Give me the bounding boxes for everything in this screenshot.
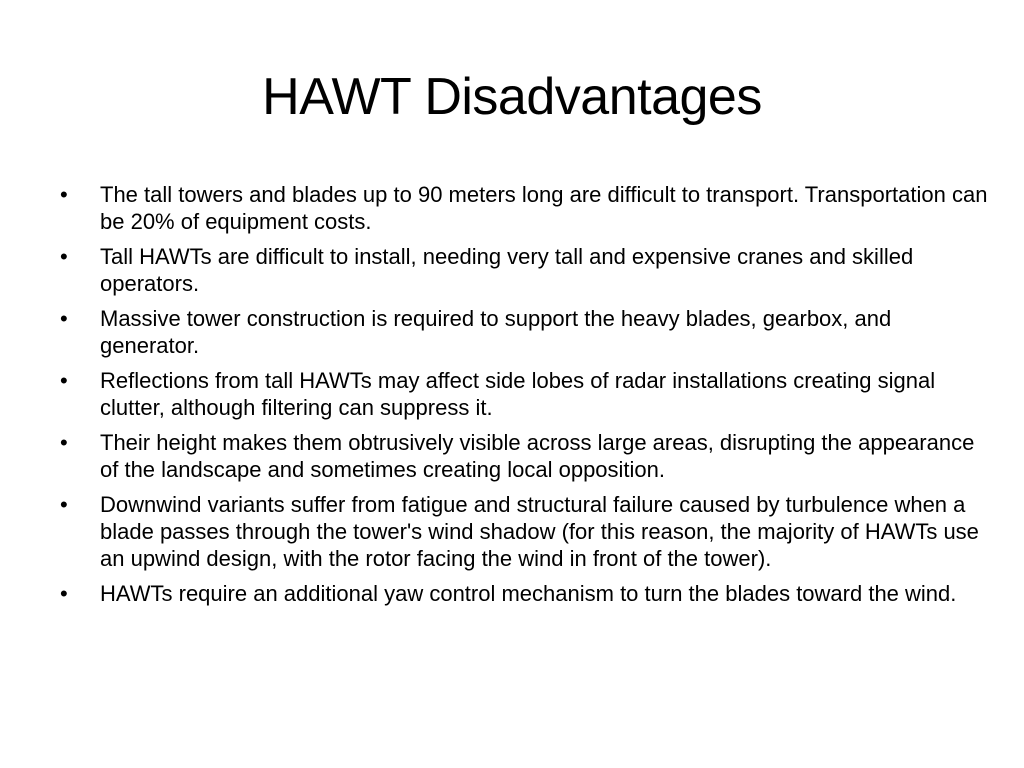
bullet-text: Massive tower construction is required to support the heavy blades, gearbox, and generator. <box>100 306 892 358</box>
list-item <box>60 367 990 421</box>
list-item <box>60 243 990 297</box>
list-item <box>60 580 990 607</box>
bullet-icon: • <box>60 368 68 393</box>
bullet-icon: • <box>60 244 68 269</box>
bullet-text: Their height makes them obtrusively visible across large areas, disrupting the appearance of the landscape and sometimes creating local opposition. <box>100 430 975 482</box>
bullet-text: HAWTs require an additional yaw control mechanism to turn the blades toward the wind. <box>100 581 957 606</box>
bullet-icon: • <box>60 430 68 455</box>
bullet-text: Downwind variants suffer from fatigue and structural failure caused by turbulence when a blade passes through the tower's wind shadow (for this reason, the majority of HAWTs use an upwind design, with the rotor facing the wind in front of the tower). <box>100 492 979 571</box>
bullet-text: Reflections from tall HAWTs may affect side lobes of radar installations creating signal clutter, although filtering can suppress it. <box>100 368 936 420</box>
bullet-icon: • <box>60 492 68 517</box>
bullet-text: Tall HAWTs are difficult to install, needing very tall and expensive cranes and skilled operators. <box>100 244 914 296</box>
list-item <box>60 181 990 235</box>
slide-title: HAWT Disadvantages <box>262 68 762 126</box>
bullet-icon: • <box>60 306 68 331</box>
bullet-list <box>60 181 990 615</box>
list-item <box>60 491 990 572</box>
bullet-icon: • <box>60 581 68 606</box>
list-item <box>60 429 990 483</box>
bullet-icon: • <box>60 182 68 207</box>
bullet-text: The tall towers and blades up to 90 meters long are difficult to transport. Transportation can be 20% of equipment costs. <box>100 182 988 234</box>
list-item <box>60 305 990 359</box>
